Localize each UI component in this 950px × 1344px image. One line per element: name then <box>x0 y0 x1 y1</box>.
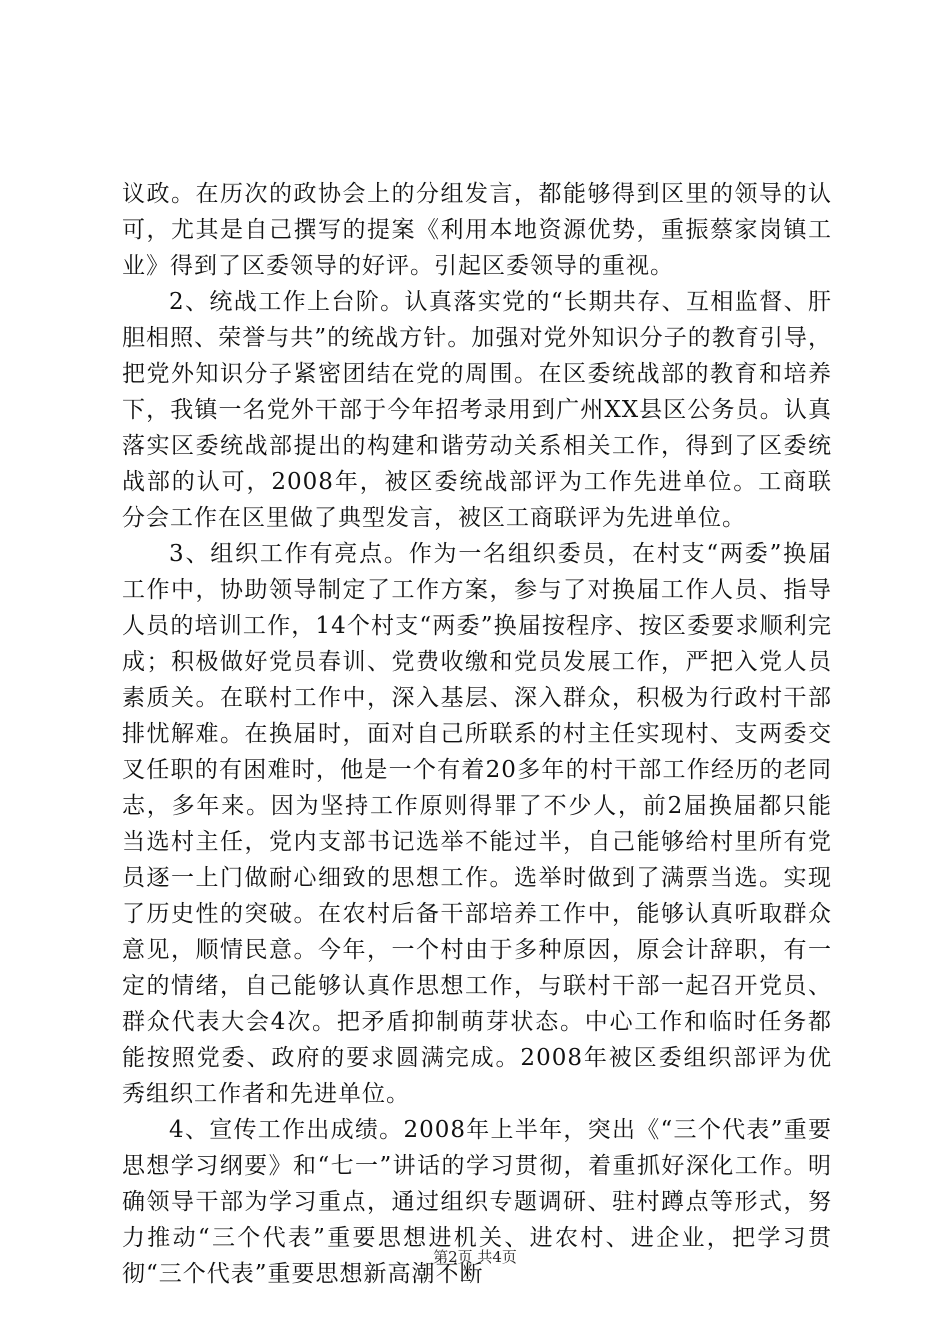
page-number-footer: 第2页 共4页 <box>433 1248 517 1266</box>
paragraph-3: 3、组织工作有亮点。作为一名组织委员，在村支“两委”换届工作中，协助领导制定了工作方案，参与了对换届工作人员、指导人员的培训工作，14个村支“两委”换届按程序、按区委要求顺利完成；积极做好党员春训、党费收缴和党员发展工作，严把入党人员素质关。在联村工作中，深入基层、深入群众，积极为行政村干部排忧解难。在换届时，面对自己所联系的村主任实现村、支两委交叉任职的有困难时，他是一个有着20多年的村干部工作经历的老同志，多年来。因为坚持工作原则得罪了不少人，前2届换届都只能当选村主任，党内支部书记选举不能过半，自己能够给村里所有党员逐一上门做耐心细致的思想工作。选举时做到了满票当选。实现了历史性的突破。在农村后备干部培养工作中，能够认真听取群众意见，顺情民意。今年，一个村由于多种原因，原会计辞职，有一定的情绪，自己能够认真作思想工作，与联村干部一起召开党员、群众代表大会4次。把矛盾抑制萌芽状态。中心工作和临时任务都能按照党委、政府的要求圆满完成。2008年被区委组织部评为优秀组织工作者和先进单位。 <box>122 541 832 1107</box>
paragraph-1: 议政。在历次的政协会上的分组发言，都能够得到区里的领导的认可，尤其是自己撰写的提案《利用本地资源优势，重振蔡家岗镇工业》得到了区委领导的好评。引起区委领导的重视。 <box>122 181 832 279</box>
document-body <box>122 176 832 1292</box>
paragraph-4: 4、宣传工作出成绩。2008年上半年，突出《“三个代表”重要思想学习纲要》和“七一”讲话的学习贯彻，着重抓好深化工作。明确领导干部为学习重点，通过组织专题调研、驻村蹲点等形式，努力推动“三个代表”重要思想进机关、进农村、进企业，把学习贯彻“三个代表”重要思想新高潮不断 <box>122 1117 832 1287</box>
paragraph-2: 2、统战工作上台阶。认真落实党的“长期共存、互相监督、肝胆相照、荣誉与共”的统战方针。加强对党外知识分子的教育引导，把党外知识分子紧密团结在党的周围。在区委统战部的教育和培养下，我镇一名党外干部于今年招考录用到广州XX县区公务员。认真落实区委统战部提出的构建和谐劳动关系相关工作，得到了区委统战部的认可，2008年，被区委统战部评为工作先进单位。工商联分会工作在区里做了典型发言，被区工商联评为先进单位。 <box>122 289 832 531</box>
